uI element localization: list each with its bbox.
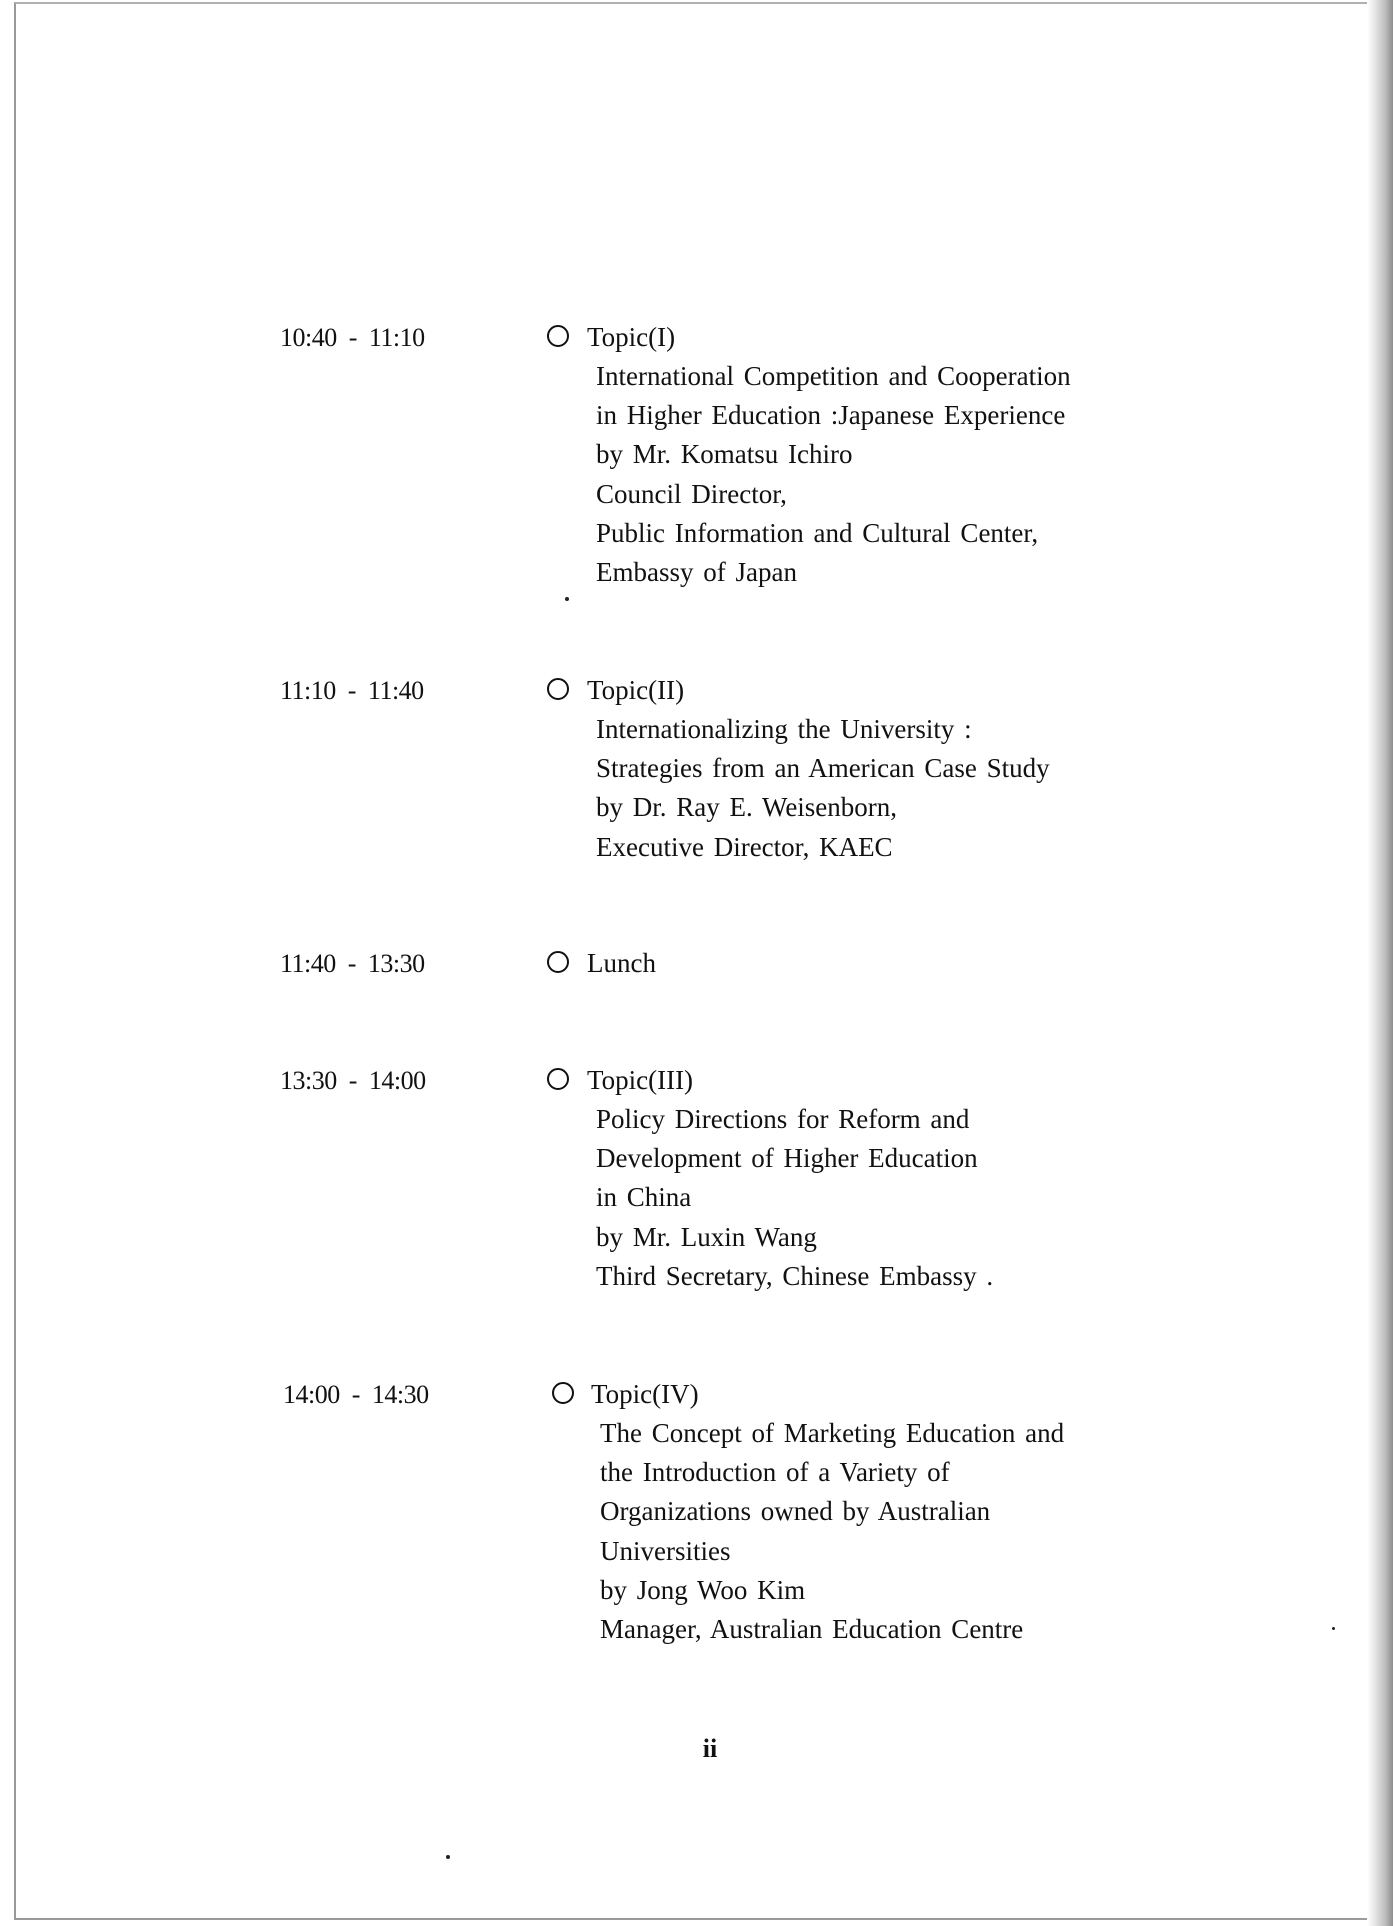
description-line: Internationalizing the University : (596, 714, 972, 744)
circle-bullet-icon (547, 1068, 569, 1090)
description-line: in China (596, 1182, 692, 1213)
session-title: Lunch (587, 948, 656, 978)
description-line: in Higher Education :Japanese Experience (596, 400, 1066, 431)
session-title: Topic(III) (587, 1065, 694, 1095)
description-line: Third Secretary, Chinese Embassy . (596, 1260, 994, 1291)
page-number: ii (702, 1734, 718, 1763)
description-line: by Jong Woo Kim (600, 1574, 806, 1605)
circle-bullet-icon (547, 325, 569, 347)
description-line: Embassy of Japan (596, 557, 797, 588)
session-title: Topic(II) (587, 675, 685, 705)
session-title: Topic(IV) (591, 1379, 699, 1409)
page-edge-shadow (1367, 0, 1393, 1926)
description-line: Development of Higher Education (596, 1143, 978, 1174)
description-line: Strategies from an American Case Study (596, 753, 1050, 784)
description-line: by Mr. Luxin Wang (596, 1221, 817, 1252)
session-time: 14:00 - 14:30 (283, 1380, 429, 1409)
session-description (596, 710, 1050, 867)
circle-bullet-icon (547, 951, 569, 973)
description-line: The Concept of Marketing Education and (600, 1418, 1065, 1448)
session-time: 13:30 - 14:00 (280, 1066, 426, 1095)
scan-speck (446, 1855, 450, 1859)
description-line: Universities (600, 1535, 731, 1566)
session-title: Topic(I) (587, 322, 676, 352)
description-line: Public Information and Cultural Center, (596, 517, 1039, 548)
description-line: Policy Directions for Reform and (596, 1104, 970, 1134)
session-time: 11:10 - 11:40 (280, 676, 424, 705)
description-line: International Competition and Cooperation (596, 361, 1071, 391)
circle-bullet-icon (552, 1382, 574, 1404)
circle-bullet-icon (547, 678, 569, 700)
session-description (596, 357, 1071, 592)
session-time: 11:40 - 13:30 (280, 949, 425, 978)
description-line: Council Director, (596, 478, 787, 509)
session-description (596, 1100, 993, 1296)
description-line: Manager, Australian Education Centre (600, 1614, 1024, 1645)
description-line: by Mr. Komatsu Ichiro (596, 439, 853, 470)
scan-speck (565, 597, 569, 601)
session-time: 10:40 - 11:10 (280, 323, 425, 352)
description-line: Organizations owned by Australian (600, 1496, 991, 1527)
description-line: Executive Director, KAEC (596, 831, 893, 862)
scan-speck (1332, 1627, 1335, 1630)
session-description (600, 1414, 1064, 1649)
description-line: the Introduction of a Variety of (600, 1457, 950, 1488)
description-line: by Dr. Ray E. Weisenborn, (596, 792, 898, 823)
